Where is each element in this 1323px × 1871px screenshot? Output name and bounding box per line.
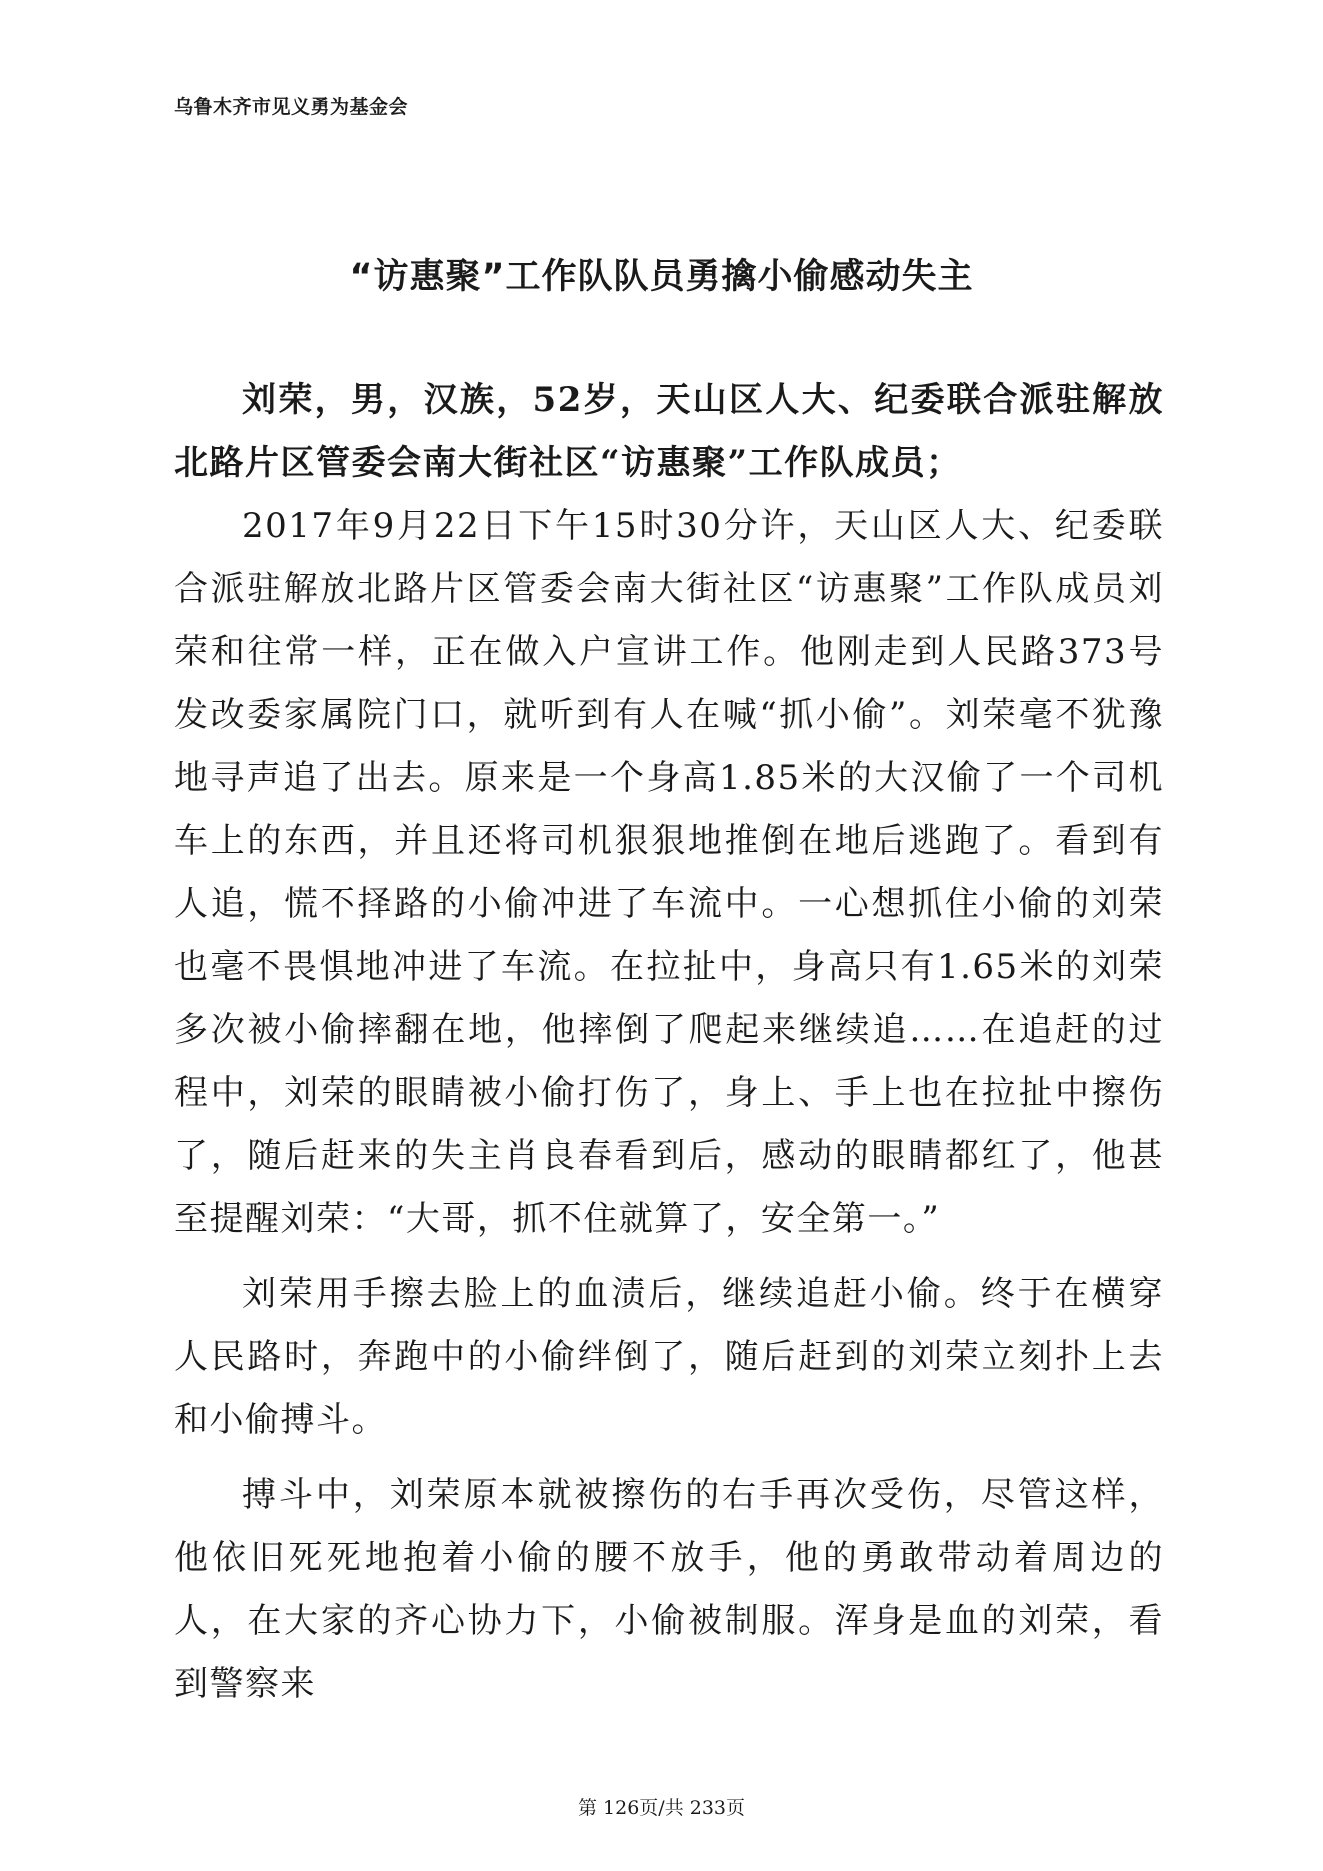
- paragraph-intro: 刘荣，男，汉族，52岁，天山区人大、纪委联合派驻解放北路片区管委会南大街社区“访惠聚”工作队成员；: [174, 380, 1164, 483]
- document-title: “访惠聚”工作队队员勇擒小偷感动失主: [349, 257, 974, 297]
- paragraph-event: 2017年9月22日下午15时30分许，天山区人大、纪委联合派驻解放北路片区管委会南大街社区“访惠聚”工作队成员刘荣和往常一样，正在做入户宣讲工作。他刚走到人民路373号发改委家属院门口，就听到有人在喊“抓小偷”。刘荣毫不犹豫地寻声追了出去。原来是一个身高1.85米的大汉偷了一个司机车上的东西，并且还将司机狠狠地推倒在地后逃跑了。看到有人追，慌不择路的小偷冲进了车流中。一心想抓住小偷的刘荣也毫不畏惧地冲进了车流。在拉扯中，身高只有1.65米的刘荣多次被小偷摔翻在地，他摔倒了爬起来继续追……在追赶的过程中，刘荣的眼睛被小偷打伤了，身上、手上也在拉扯中擦伤了，随后赶来的失主肖良春看到后，感动的眼睛都红了，他甚至提醒刘荣：“大哥，抓不住就算了，安全第一。”: [174, 506, 1164, 1239]
- page-number: 第 126页/共 233页: [577, 1797, 745, 1819]
- document-body: [174, 369, 1164, 1716]
- organization-header: 乌鲁木齐市见义勇为基金会: [174, 96, 409, 118]
- paragraph-struggle: 搏斗中，刘荣原本就被擦伤的右手再次受伤，尽管这样，他依旧死死地抱着小偷的腰不放手，他的勇敢带动着周边的人，在大家的齐心协力下，小偷被制服。浑身是血的刘荣，看到警察来: [174, 1475, 1164, 1704]
- paragraph-chase: 刘荣用手擦去脸上的血渍后，继续追赶小偷。终于在横穿人民路时，奔跑中的小偷绊倒了，随后赶到的刘荣立刻扑上去和小偷搏斗。: [174, 1274, 1164, 1440]
